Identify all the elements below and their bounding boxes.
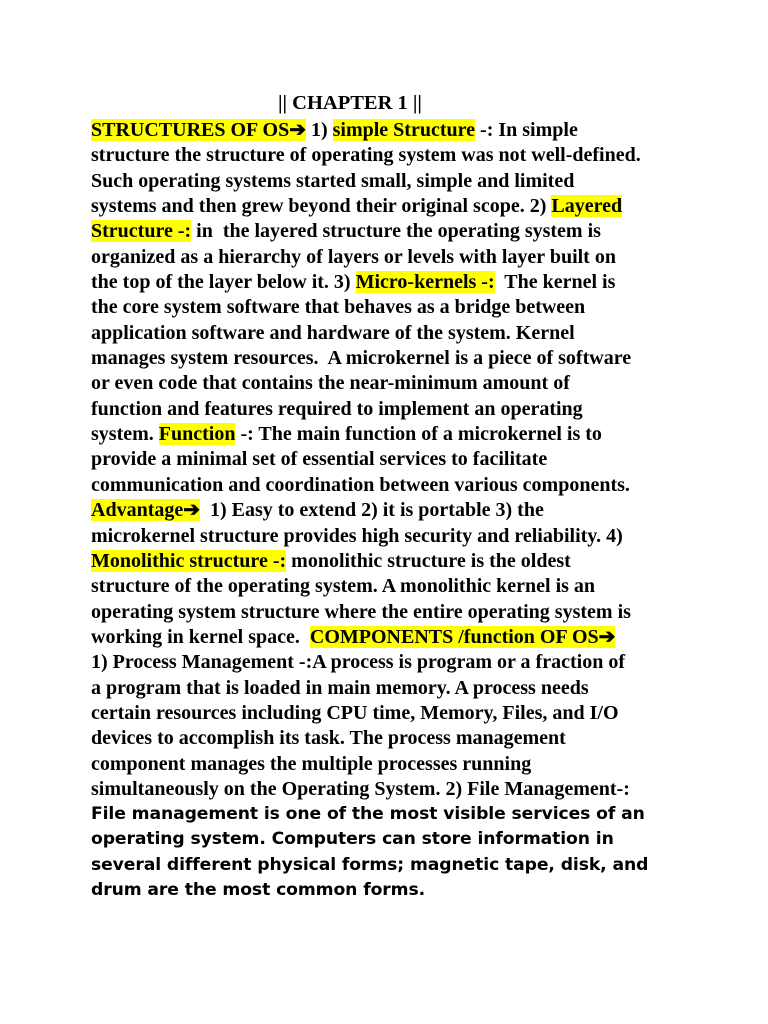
- text-segment: working in kernel space.: [91, 625, 310, 648]
- highlighted-term: STRUCTURES OF OS➔: [91, 119, 306, 141]
- text-segment: 1) Easy to extend 2) it is portable 3) the: [199, 499, 544, 522]
- text-segment: The kernel is: [494, 271, 616, 294]
- highlighted-term: Structure -:: [91, 220, 192, 243]
- text-line: [91, 777, 731, 802]
- highlighted-term: Monolithic structure -:: [91, 549, 287, 572]
- text-line: [91, 169, 731, 194]
- highlighted-term: Function: [158, 423, 236, 446]
- chapter-heading: [0, 92, 768, 118]
- text-line: [91, 878, 731, 903]
- highlighted-term: COMPONENTS /function OF OS➔: [309, 625, 616, 648]
- text-line: [91, 270, 731, 295]
- text-segment: File management is one of the most visible services of an: [91, 804, 645, 825]
- text-line: [91, 726, 731, 751]
- text-line: [91, 397, 731, 422]
- text-line: [91, 524, 731, 549]
- text-segment: 1) Process Management -:A process is program or a fraction of: [91, 651, 625, 674]
- text-line: [91, 827, 731, 852]
- text-segment: structure of the operating system. A monolithic kernel is an: [91, 575, 596, 598]
- highlighted-term: simple Structure: [332, 119, 476, 141]
- text-segment: the top of the layer below it. 3): [91, 271, 356, 294]
- text-segment: structure the structure of operating system was not well-defined.: [91, 144, 641, 167]
- text-line: [91, 245, 731, 270]
- text-segment: component manages the multiple processes running: [91, 752, 532, 775]
- text-line: [91, 118, 731, 143]
- text-segment: simultaneously on the Operating System. 2) File Management-:: [91, 777, 630, 800]
- text-segment: operating system structure where the entire operating system is: [91, 600, 631, 623]
- document-body: [91, 118, 731, 903]
- text-segment: communication and coordination between various components.: [91, 473, 630, 496]
- text-line: [91, 752, 731, 777]
- text-line: [91, 600, 731, 625]
- text-line: [91, 853, 731, 878]
- text-line: [91, 802, 731, 827]
- text-line: [91, 321, 731, 346]
- text-line: [91, 219, 731, 244]
- text-segment: a program that is loaded in main memory. A process needs: [91, 676, 589, 699]
- text-line: [91, 676, 731, 701]
- text-segment: microkernel structure provides high security and reliability. 4): [91, 524, 623, 547]
- highlighted-term: Layered: [551, 195, 623, 218]
- text-line: [91, 473, 731, 498]
- text-line: [91, 650, 731, 675]
- text-segment: or even code that contains the near-minimum amount of: [91, 372, 570, 395]
- text-line: [91, 346, 731, 371]
- chapter-title: || CHAPTER 1 ||: [278, 92, 422, 114]
- text-segment: the core system software that behaves as a bridge between: [91, 296, 586, 319]
- text-line: [91, 447, 731, 472]
- text-segment: provide a minimal set of essential services to facilitate: [91, 448, 548, 471]
- text-line: [91, 574, 731, 599]
- text-line: [91, 422, 731, 447]
- text-segment: several different physical forms; magnetic tape, disk, and: [91, 854, 649, 875]
- text-segment: monolithic structure is the oldest: [286, 549, 571, 572]
- text-line: [91, 549, 731, 574]
- text-segment: 1): [305, 119, 333, 141]
- text-segment: manages system resources. A microkernel is a piece of software: [91, 347, 632, 370]
- text-line: [91, 194, 731, 219]
- text-segment: -: The main function of a microkernel is to: [235, 423, 602, 446]
- text-segment: organized as a hierarchy of layers or levels with layer built on: [91, 245, 616, 268]
- text-line: [91, 295, 731, 320]
- text-segment: -: In simple: [475, 119, 578, 141]
- text-segment: drum are the most common forms.: [91, 879, 426, 900]
- text-segment: operating system. Computers can store information in: [91, 829, 614, 850]
- text-segment: certain resources including CPU time, Memory, Files, and I/O: [91, 701, 619, 724]
- highlighted-term: Advantage➔: [91, 499, 200, 522]
- text-line: [91, 701, 731, 726]
- highlighted-term: Micro-kernels -:: [355, 271, 495, 294]
- text-line: [91, 625, 731, 650]
- text-segment: application software and hardware of the system. Kernel: [91, 321, 575, 344]
- text-line: [91, 143, 731, 168]
- text-segment: function and features required to implement an operating: [91, 397, 583, 420]
- text-segment: Such operating systems started small, simple and limited: [91, 169, 575, 192]
- text-segment: system.: [91, 423, 159, 446]
- text-line: [91, 371, 731, 396]
- text-line: [91, 498, 731, 523]
- text-segment: devices to accomplish its task. The process management: [91, 727, 566, 750]
- text-segment: systems and then grew beyond their original scope. 2): [91, 195, 552, 218]
- text-segment: in the layered structure the operating system is: [191, 220, 601, 243]
